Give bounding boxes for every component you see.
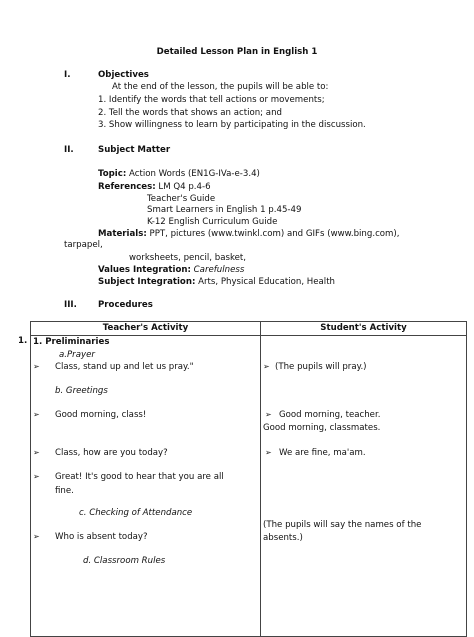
objective-item: 2. Tell the words that shows an action; and — [98, 108, 282, 118]
subject-integration-line — [98, 277, 335, 287]
arrow-bullet-icon: ➢ — [33, 472, 40, 481]
section-heading-objectives: Objectives — [98, 70, 149, 80]
values-integration-label: Values Integration: — [98, 265, 191, 275]
table-row — [31, 336, 467, 637]
section-heading-procedures: Procedures — [98, 300, 153, 310]
teacher-greeting-line: Good morning, class! — [55, 410, 147, 420]
materials-continued: worksheets, pencil, basket, — [129, 253, 247, 263]
arrow-bullet-icon: ➢ — [33, 448, 40, 457]
arrow-bullet-icon: ➢ — [33, 410, 40, 419]
teacher-great-line: Great! It's good to hear that you are all — [55, 472, 224, 482]
materials-continued: tarpapel, — [64, 240, 103, 250]
topic-line — [98, 169, 260, 179]
student-absent-line-cont: absents.) — [263, 533, 303, 543]
classroom-rules-heading: d. Classroom Rules — [83, 556, 166, 566]
section-numeral-subject-matter: II. — [64, 145, 74, 155]
student-greet-line-cont: Good morning, classmates. — [263, 423, 381, 433]
references-label: References: — [98, 182, 156, 192]
subject-integration-value: Arts, Physical Education, Health — [198, 277, 336, 287]
arrow-bullet-icon: ➢ — [265, 410, 272, 419]
teacher-how-line: Class, how are you today? — [55, 448, 168, 458]
reference-item: Teacher's Guide — [147, 194, 216, 204]
reference-item: Smart Learners in English 1 p.45-49 — [147, 205, 302, 215]
materials-line — [98, 229, 400, 239]
materials-text: PPT, pictures (www.twinkl.com) and GIFs (www.bing.com), — [149, 229, 400, 239]
objective-item: 3. Show willingness to learn by participating in the discussion. — [98, 120, 366, 130]
reference-item: K-12 English Curriculum Guide — [147, 217, 278, 227]
values-integration-line — [98, 265, 244, 275]
outer-item-number: 1. — [18, 336, 28, 346]
objectives-intro: At the end of the lesson, the pupils will be able to: — [112, 82, 329, 92]
student-activity-cell — [261, 336, 467, 637]
attendance-heading: c. Checking of Attendance — [79, 508, 193, 518]
subject-integration-label: Subject Integration: — [98, 277, 196, 287]
table-header-row — [31, 322, 467, 336]
materials-label: Materials: — [98, 229, 147, 239]
section-numeral-objectives: I. — [64, 70, 71, 80]
topic-value: Action Words (EN1G-IVa-e-3.4) — [129, 169, 260, 179]
teacher-activity-cell — [31, 336, 261, 637]
teacher-activity-header: Teacher's Activity — [31, 322, 261, 336]
student-pray-line: (The pupils will pray.) — [275, 362, 367, 372]
arrow-bullet-icon: ➢ — [265, 448, 272, 457]
preliminaries-heading: 1. Preliminaries — [33, 337, 110, 347]
teacher-great-line-cont: fine. — [55, 486, 74, 496]
prayer-heading: a.Prayer — [59, 350, 95, 360]
student-activity-header: Student's Activity — [261, 322, 467, 336]
student-absent-line: (The pupils will say the names of the — [263, 520, 422, 530]
teacher-prayer-line: Class, stand up and let us pray." — [55, 362, 194, 372]
reference-item: LM Q4 p.4-6 — [158, 182, 211, 192]
procedures-table — [30, 321, 467, 637]
section-numeral-procedures: III. — [64, 300, 77, 310]
arrow-bullet-icon: ➢ — [33, 362, 40, 371]
teacher-absent-line: Who is absent today? — [55, 532, 148, 542]
document-title: Detailed Lesson Plan in English 1 — [156, 47, 318, 57]
arrow-bullet-icon: ➢ — [263, 362, 270, 371]
objective-item: 1. Identify the words that tell actions or movements; — [98, 95, 325, 105]
student-fine-line: We are fine, ma'am. — [279, 448, 366, 458]
topic-label: Topic: — [98, 169, 127, 179]
arrow-bullet-icon: ➢ — [33, 532, 40, 541]
greetings-heading: b. Greetings — [55, 386, 108, 396]
section-heading-subject-matter: Subject Matter — [98, 145, 171, 155]
student-greet-line: Good morning, teacher. — [279, 410, 381, 420]
references-line — [98, 182, 211, 192]
values-integration-value: Carefulness — [193, 265, 245, 275]
